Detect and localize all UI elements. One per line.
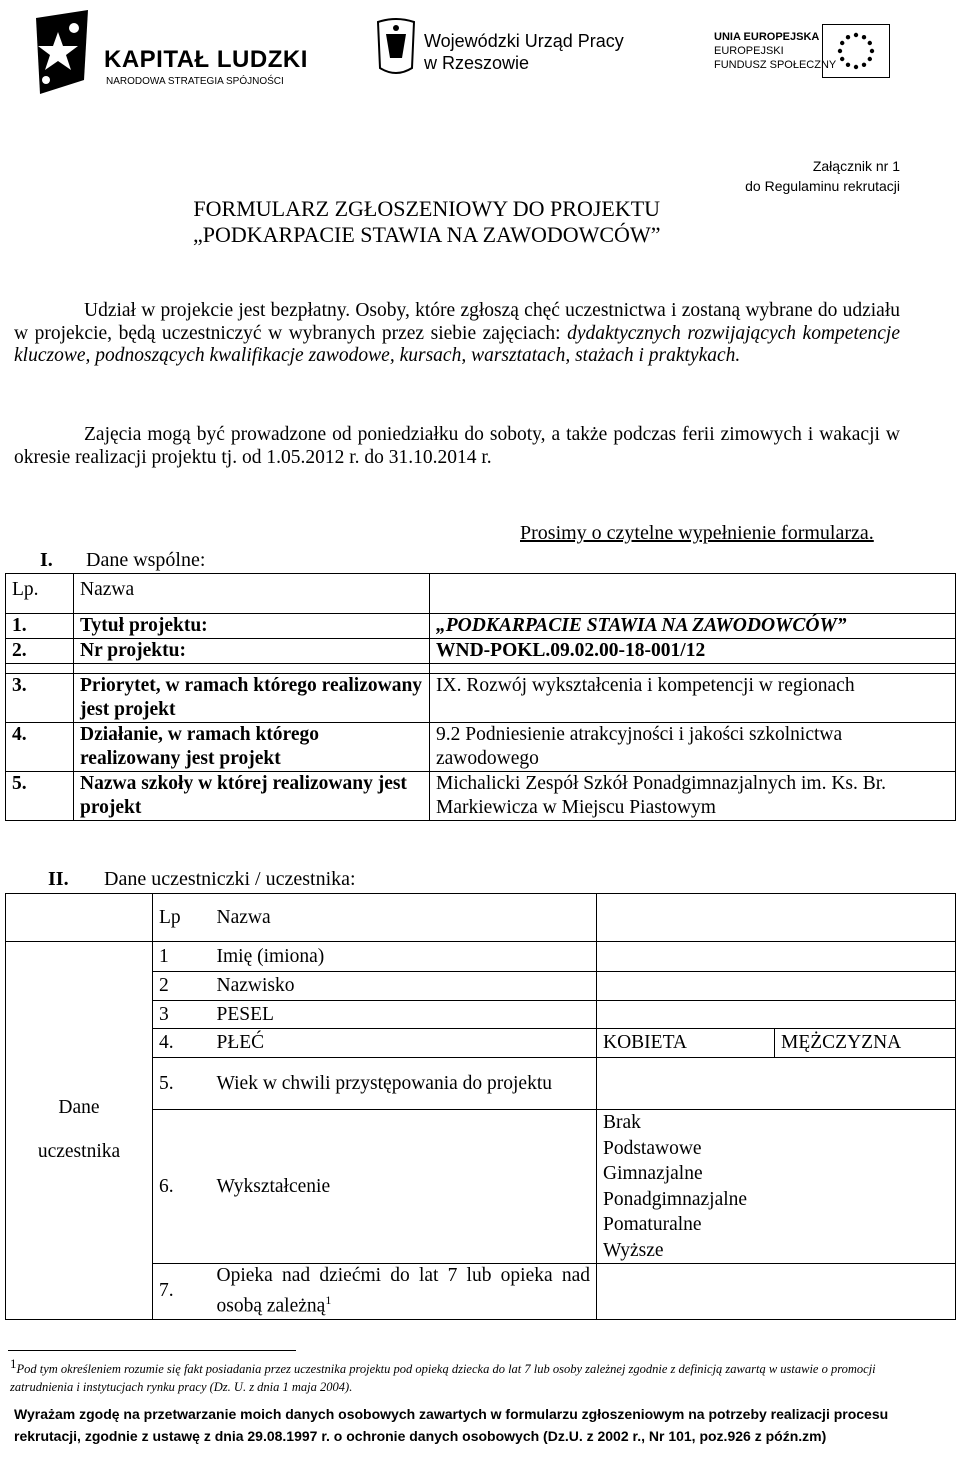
wup-emblem-icon [372, 16, 420, 80]
eu-text [714, 30, 836, 72]
row-2-name: Nr projektu: [74, 639, 430, 664]
p-row-1-lp: 1 [153, 942, 211, 972]
section-2-number: II. [48, 868, 69, 890]
table-gap-row [6, 664, 956, 674]
section-2-title: Dane uczestniczki / uczestnika: [104, 868, 356, 890]
kapital-ludzki-star-icon [28, 10, 102, 96]
eu-line-1: UNIA EUROPEJSKA [714, 31, 820, 43]
p-row-3-lp: 3 [153, 1001, 211, 1029]
header-lp: Lp [153, 894, 211, 942]
row-5-name: Nazwa szkoły w której realizowany jest projekt [74, 772, 430, 821]
p-row-2-name: Nazwisko [211, 972, 597, 1001]
header-logos [0, 0, 960, 110]
gender-option-male[interactable]: MĘŻCZYZNA [775, 1029, 956, 1058]
care-field[interactable] [597, 1264, 956, 1320]
row-2-lp: 2. [6, 639, 74, 664]
row-3-value: IX. Rozwój wykształcenia i kompetencji w regionach [430, 674, 956, 723]
education-option-higher[interactable]: Wyższe [603, 1239, 664, 1261]
side-label-line-1: Dane [58, 1097, 100, 1119]
surname-field[interactable] [597, 972, 956, 1001]
common-data-table [5, 573, 956, 821]
p-row-6-name: Wykształcenie [211, 1110, 597, 1264]
row-4-lp: 4. [6, 723, 74, 772]
intro-paragraph-1-italic: dydaktycznych rozwijających kompetencje kluczowe, podnoszących kwalifikacje zawodowe, kursach, warsztatach, stażach i praktykach. [14, 322, 900, 366]
wup-rzeszow-logo [372, 14, 624, 82]
form-title-line-2: „PODKARPACIE STAWIA NA ZAWODOWCÓW” [193, 222, 661, 247]
p-row-5-name: Wiek w chwili przystępowania do projektu [211, 1058, 597, 1110]
footnote-separator [8, 1350, 296, 1351]
table-row [6, 674, 956, 723]
wup-line-1: Wojewódzki Urząd Pracy [424, 31, 624, 51]
intro-paragraph-1 [14, 300, 900, 368]
table-row [6, 723, 956, 772]
section-1-heading [40, 549, 205, 572]
table-row [6, 614, 956, 639]
pesel-field[interactable] [597, 1001, 956, 1029]
form-title [193, 196, 660, 248]
p-row-4-lp: 4. [153, 1029, 211, 1058]
row-1-value: „PODKARPACIE STAWIA NA ZAWODOWCÓW” [430, 614, 956, 639]
row-3-name: Priorytet, w ramach którego realizowany jest projekt [74, 674, 430, 723]
intro-paragraph-1-text: Udział w projekcie jest bezpłatny. Osoby, które zgłoszą chęć uczestnictwa i zostaną wybrane do udziału w projekcie, będą uczestniczyć w wybranych przez siebie zajęciach: [14, 300, 900, 344]
header-name: Nazwa [74, 574, 430, 614]
education-option-none[interactable]: Brak [603, 1112, 641, 1133]
p-row-3-name: PESEL [211, 1001, 597, 1029]
row-5-value: Michalicki Zespół Szkół Ponadgimnazjalnych im. Ks. Br. Markiewicza w Miejscu Piastowym [430, 772, 956, 821]
footnote-ref: 1 [325, 1293, 332, 1307]
table-row [6, 639, 956, 664]
consent-statement: Wyrażam zgodę na przetwarzanie moich danych osobowych zawartych w formularzu zgłoszeniowym na potrzeby realizacji procesu rekrutacji, zgodnie z ustawę z dnia 29.08.1997 r. o ochronie danych osobowych (Dz.U. z 2002 r., Nr 101, poz.926 z późn.zm) [14, 1406, 889, 1444]
eu-logo [708, 24, 940, 84]
participant-header-row [6, 894, 956, 942]
participant-side-label [6, 942, 153, 1320]
education-option-upper-secondary[interactable]: Ponadgimnazjalne [603, 1188, 748, 1210]
header-lp: Lp. [6, 574, 74, 614]
section-1-title: Dane wspólne: [86, 549, 206, 571]
footnote-mark: 1 [10, 1355, 17, 1371]
please-fill-note: Prosimy o czytelne wypełnienie formularza. [520, 522, 874, 544]
education-option-lower-secondary[interactable]: Gimnazjalne [603, 1163, 703, 1184]
intro-paragraph-2: Zajęcia mogą być prowadzone od poniedziałku do soboty, a także podczas ferii zimowych i wakacji w okresie realizacji projektu tj. od 1.05.2012 r. do 31.10.2014 r. [14, 424, 900, 468]
p-row-2-lp: 2 [153, 972, 211, 1001]
side-label-line-2: uczestnika [37, 1141, 121, 1163]
kapital-ludzki-logo [28, 10, 308, 96]
p-row-5-lp: 5. [153, 1058, 211, 1110]
p-row-6-lp: 6. [153, 1110, 211, 1264]
footnote-text: Pod tym określeniem rozumie się fakt posiadania przez uczestnika projektu pod opieką dziecka do lat 7 lub osoby zależnej zgodnie z definicją zawartą w ustawie o promocji zatrudnienia i instytucjach rynku pracy (Dz. U. z dnia 1 maja 2004). [10, 1362, 876, 1394]
p-row-7-name [211, 1264, 597, 1320]
education-option-post-secondary[interactable]: Pomaturalne [603, 1214, 702, 1235]
row-2-value: WND-POKL.09.02.00-18-001/12 [430, 639, 956, 664]
section-2-heading [48, 868, 356, 891]
attachment-line-1: Załącznik nr 1 [812, 158, 900, 174]
participant-data-table [5, 893, 956, 1320]
eu-line-2: EUROPEJSKI [714, 45, 784, 57]
attachment-line-2: do Regulaminu rekrutacji [745, 178, 900, 194]
wup-name [424, 30, 624, 74]
footnote [10, 1355, 910, 1396]
education-options [597, 1110, 956, 1264]
common-data-header-row [6, 574, 956, 614]
eu-line-3: FUNDUSZ SPOŁECZNY [714, 59, 837, 71]
attachment-note [745, 156, 900, 196]
p-row-7-lp: 7. [153, 1264, 211, 1320]
header-value [430, 574, 956, 614]
p-row-1-name: Imię (imiona) [211, 942, 597, 972]
wup-line-2: w Rzeszowie [424, 53, 530, 73]
education-option-primary[interactable]: Podstawowe [603, 1137, 702, 1159]
row-4-name: Działanie, w ramach którego realizowany jest projekt [74, 723, 430, 772]
table-row [6, 942, 956, 972]
row-3-lp: 3. [6, 674, 74, 723]
row-1-lp: 1. [6, 614, 74, 639]
row-5-lp: 5. [6, 772, 74, 821]
row-4-value: 9.2 Podniesienie atrakcyjności i jakości szkolnictwa zawodowego [430, 723, 956, 772]
p-row-4-name: PŁEĆ [211, 1029, 597, 1058]
eu-flag-icon [822, 24, 890, 78]
first-name-field[interactable] [597, 942, 956, 972]
p-row-7-name-text: Opieka nad dziećmi do lat 7 lub opieka nad osobą zależną [216, 1265, 590, 1317]
form-title-line-1: FORMULARZ ZGŁOSZENIOWY DO PROJEKTU [193, 196, 661, 221]
kapital-ludzki-subtitle: NARODOWA STRATEGIA SPÓJNOŚCI [106, 76, 284, 87]
age-field[interactable] [597, 1058, 956, 1110]
section-1-number: I. [40, 549, 53, 571]
table-row [6, 772, 956, 821]
gender-option-female[interactable]: KOBIETA [597, 1029, 775, 1058]
kapital-ludzki-title: KAPITAŁ LUDZKI [104, 46, 308, 73]
header-name: Nazwa [211, 894, 597, 942]
row-1-name: Tytuł projektu: [74, 614, 430, 639]
